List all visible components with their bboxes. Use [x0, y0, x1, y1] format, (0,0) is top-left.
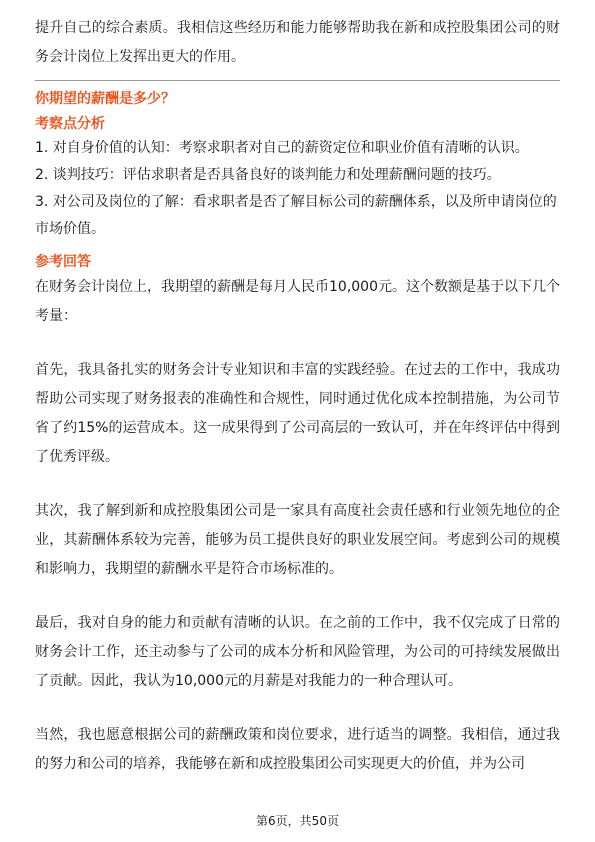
- document-page: [35, 14, 560, 779]
- answer-paragraph: 当然，我也愿意根据公司的薪酬政策和岗位要求，进行适当的调整。我相信，通过我的努力和公司的培养，我能够在新和成控股集团公司实现更大的价值，并为公司: [35, 727, 560, 772]
- answer-paragraph: 其次，我了解到新和成控股集团公司是一家具有高度社会责任感和行业领先地位的企业，其薪酬体系较为完善，能够为员工提供良好的职业发展空间。考虑到公司的规模和影响力，我期望的薪酬水平是符合市场标准的。: [35, 503, 560, 577]
- intro-continuation: 提升自己的综合素质。我相信这些经历和能力能够帮助我在新和成控股集团公司的财务会计岗位上发挥出更大的作用。: [35, 20, 560, 65]
- page-indicator: 第6页，共50页: [256, 814, 339, 828]
- answer-paragraph: 最后，我对自身的能力和贡献有清晰的认识。在之前的工作中，我不仅完成了日常的财务会计工作，还主动参与了公司的成本分析和风险管理，为公司的可持续发展做出了贡献。因此，我认为10,000元的月薪是对我能力的一种合理认可。: [35, 615, 560, 689]
- question-title: 你期望的薪酬是多少？: [35, 91, 175, 107]
- analysis-item: 1. 对自身价值的认知：考察求职者对自己的薪资定位和职业价值有清晰的认识。: [35, 140, 529, 156]
- answer-label: 参考回答: [35, 254, 91, 270]
- section-divider: [35, 80, 560, 81]
- answer-paragraph: 在财务会计岗位上，我期望的薪酬是每月人民币10,000元。这个数额是基于以下几个考量：: [35, 279, 560, 324]
- analysis-item: 3. 对公司及岗位的了解：看求职者是否了解目标公司的薪酬体系，以及所申请岗位的市场价值。: [35, 194, 557, 237]
- analysis-item: 2. 谈判技巧：评估求职者是否具备良好的谈判能力和处理薪酬问题的技巧。: [35, 167, 501, 183]
- answer-paragraph: 首先，我具备扎实的财务会计专业知识和丰富的实践经验。在过去的工作中，我成功帮助公司实现了财务报表的准确性和合规性，同时通过优化成本控制措施，为公司节省了约15%的运营成本。这一成果得到了公司高层的一致认可，并在年终评估中得到了优秀评级。: [35, 362, 560, 465]
- analysis-label: 考察点分析: [35, 116, 105, 132]
